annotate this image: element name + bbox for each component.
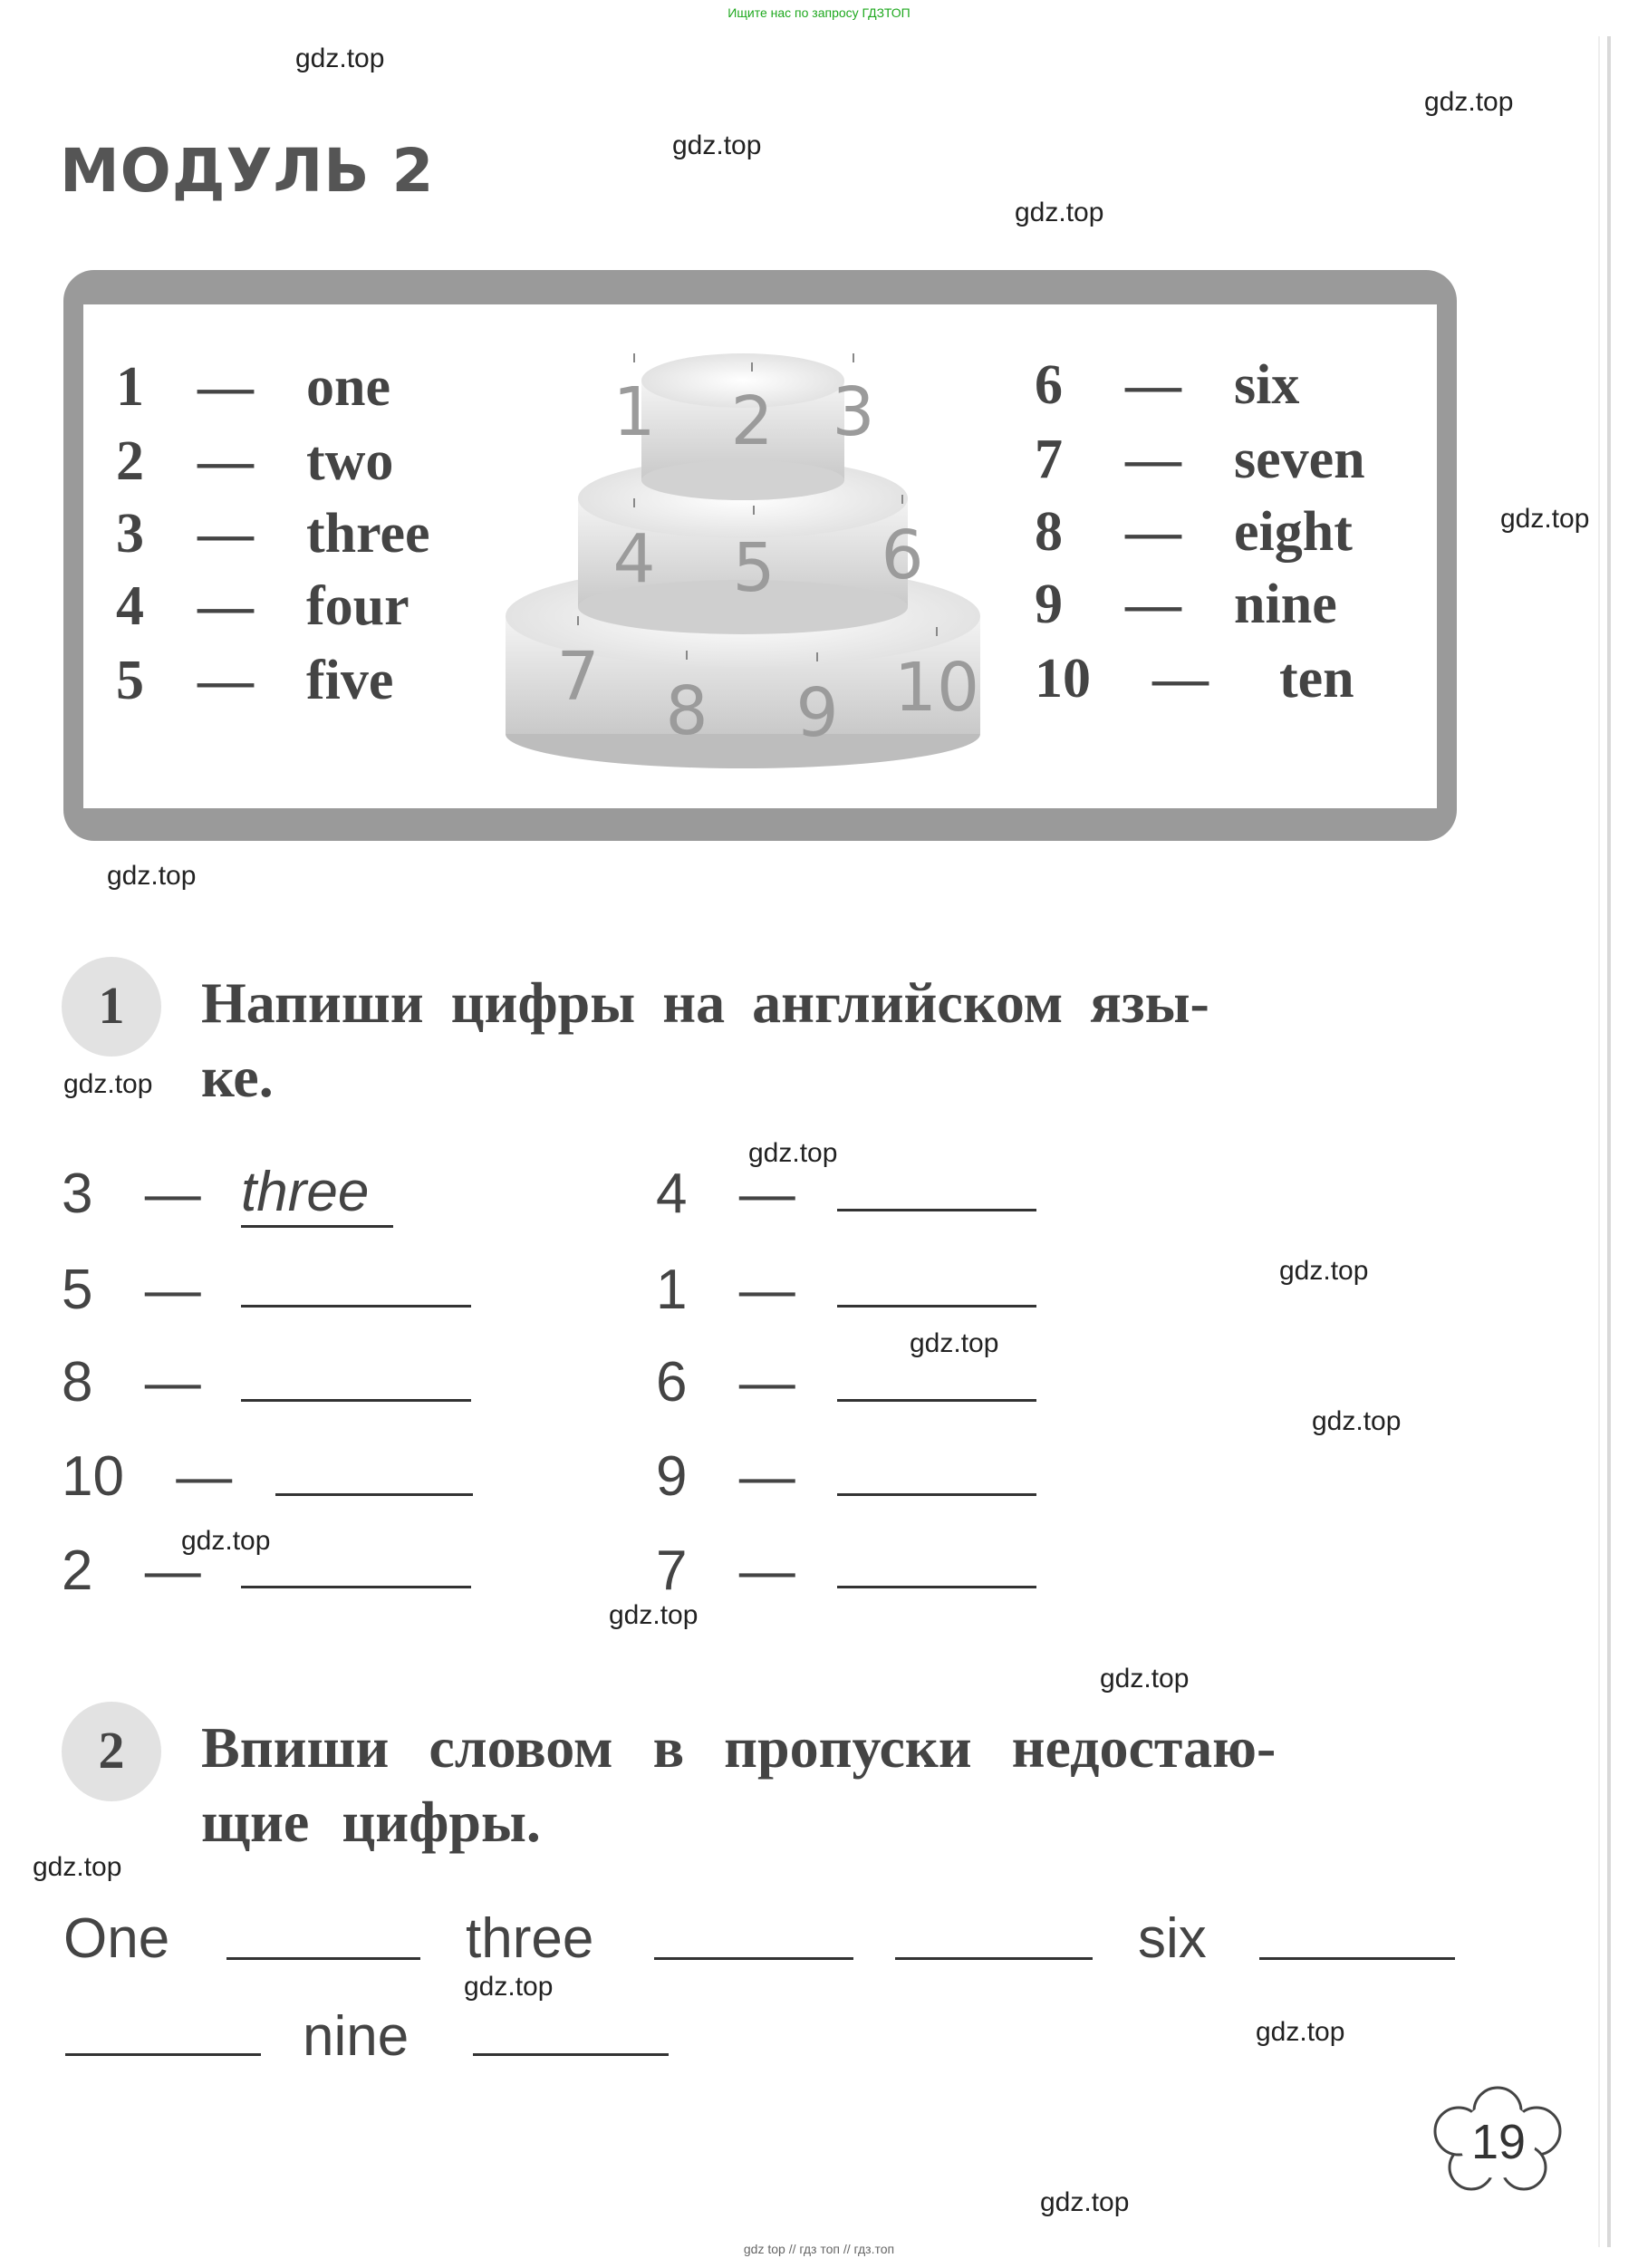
exercise-item <box>62 1350 201 1414</box>
watermark: gdz.top <box>1100 1664 1190 1694</box>
cake-number: 5 <box>732 529 776 607</box>
number-row <box>1035 647 1354 711</box>
watermark: gdz.top <box>1279 1256 1369 1286</box>
number-digit: 7 <box>1035 429 1063 490</box>
dash: — <box>198 503 254 565</box>
answer-blank[interactable] <box>837 1305 1036 1308</box>
dash: — <box>198 356 254 418</box>
number-row <box>116 429 393 494</box>
item-number: 1 <box>656 1259 688 1321</box>
watermark: gdz.top <box>181 1526 271 1556</box>
sequence-word: One <box>63 1907 170 1970</box>
exercise-item <box>656 1539 795 1603</box>
number-word: three <box>306 503 430 565</box>
number-word: one <box>306 356 390 418</box>
exercise-item <box>62 1539 201 1603</box>
cake-number: 1 <box>612 373 656 451</box>
number-word: two <box>306 430 394 492</box>
item-number: 7 <box>656 1539 688 1602</box>
module-title: МОДУЛЬ 2 <box>60 136 435 206</box>
watermark: gdz.top <box>910 1328 999 1358</box>
cake-number: 6 <box>881 516 924 594</box>
dash: — <box>144 1163 201 1225</box>
dash: — <box>738 1445 795 1508</box>
number-word: six <box>1234 354 1300 416</box>
instruction-line: ке. <box>201 1045 274 1109</box>
instruction-line: Напиши цифры на английском язы- <box>201 970 1209 1035</box>
number-row <box>116 502 430 566</box>
dash: — <box>1152 648 1209 709</box>
number-digit: 1 <box>116 356 144 418</box>
example-answer-underline <box>241 1225 393 1228</box>
item-number: 10 <box>62 1445 124 1508</box>
watermark: gdz.top <box>1040 2187 1130 2217</box>
number-row <box>116 355 390 420</box>
dash: — <box>198 575 254 637</box>
number-digit: 9 <box>1035 574 1063 635</box>
number-digit: 5 <box>116 650 144 711</box>
watermark: gdz.top <box>33 1852 122 1882</box>
dash: — <box>1125 501 1181 563</box>
item-number: 6 <box>656 1351 688 1414</box>
number-digit: 6 <box>1035 354 1063 416</box>
number-digit: 4 <box>116 575 144 637</box>
dash: — <box>1125 354 1181 416</box>
instruction-line: щие цифры. <box>201 1790 541 1854</box>
item-number: 2 <box>62 1539 93 1602</box>
answer-blank[interactable] <box>837 1399 1036 1402</box>
answer-blank[interactable] <box>241 1305 471 1308</box>
watermark: gdz.top <box>748 1138 838 1168</box>
dash: — <box>1125 429 1181 490</box>
page-edge <box>1607 36 1611 2247</box>
exercise-number: 2 <box>98 1721 125 1780</box>
number-row <box>1035 428 1365 492</box>
exercise-instruction <box>201 966 1209 1115</box>
exercise-item <box>656 1258 795 1322</box>
answer-blank[interactable] <box>473 2053 669 2056</box>
number-digit: 3 <box>116 503 144 565</box>
exercise-item <box>656 1350 795 1414</box>
watermark: gdz.top <box>609 1600 699 1630</box>
dash: — <box>1125 574 1181 635</box>
number-digit: 8 <box>1035 501 1063 563</box>
answer-blank[interactable] <box>226 1957 420 1960</box>
exercise-item <box>656 1444 795 1509</box>
item-number: 9 <box>656 1445 688 1508</box>
answer-blank[interactable] <box>241 1399 471 1402</box>
dash: — <box>198 430 254 492</box>
top-notice[interactable]: Ищите нас по запросу ГДЗТОП <box>727 5 911 20</box>
number-word: five <box>306 650 394 711</box>
exercise-number: 1 <box>98 976 125 1035</box>
dash: — <box>144 1259 201 1321</box>
answer-blank[interactable] <box>241 1586 471 1588</box>
exercise-instruction <box>201 1711 1276 1859</box>
dash: — <box>738 1163 795 1225</box>
page-number: 19 <box>1470 2115 1527 2169</box>
number-row <box>116 649 393 713</box>
instruction-line: Впиши словом в пропуски недостаю- <box>201 1715 1277 1780</box>
dash: — <box>144 1539 201 1602</box>
number-digit: 2 <box>116 430 144 492</box>
answer-blank[interactable] <box>65 2053 261 2056</box>
watermark: gdz.top <box>1424 87 1514 117</box>
dash: — <box>738 1351 795 1414</box>
cake-number: 7 <box>556 638 600 716</box>
birthday-cake-illustration <box>498 344 988 770</box>
number-word: four <box>306 575 410 637</box>
item-number: 5 <box>62 1259 93 1321</box>
number-word: eight <box>1234 501 1353 563</box>
answer-blank[interactable] <box>1259 1957 1455 1960</box>
number-row <box>116 574 410 639</box>
watermark: gdz.top <box>1256 2017 1345 2047</box>
cake-number: 10 <box>893 649 980 727</box>
number-word: seven <box>1234 429 1365 490</box>
exercise-item <box>62 1258 201 1322</box>
cake-number: 8 <box>665 672 708 750</box>
number-row <box>1035 573 1337 637</box>
watermark: gdz.top <box>107 861 197 891</box>
item-number: 4 <box>656 1163 688 1225</box>
answer-blank[interactable] <box>654 1957 853 1960</box>
page-edge-inner <box>1598 36 1600 2247</box>
cake-number: 2 <box>730 382 774 460</box>
dash: — <box>144 1351 201 1414</box>
watermark: gdz.top <box>295 43 385 73</box>
bottom-notice: gdz top // гдз топ // гдз.топ <box>743 2242 895 2256</box>
dash: — <box>198 650 254 711</box>
answer-blank[interactable] <box>837 1493 1036 1496</box>
answer-blank[interactable] <box>895 1957 1093 1960</box>
watermark: gdz.top <box>63 1069 153 1099</box>
exercise-item <box>656 1162 795 1226</box>
sequence-word: six <box>1138 1907 1207 1970</box>
dash: — <box>738 1259 795 1321</box>
item-number: 8 <box>62 1351 93 1414</box>
sequence-word: nine <box>303 2005 410 2068</box>
watermark: gdz.top <box>1500 504 1590 534</box>
number-row <box>1035 500 1353 565</box>
sequence-word: three <box>466 1907 594 1970</box>
watermark: gdz.top <box>1015 198 1104 227</box>
page-number-flower <box>1430 2084 1566 2193</box>
watermark: gdz.top <box>464 1972 554 2002</box>
watermark: gdz.top <box>1312 1406 1402 1436</box>
dash: — <box>738 1539 795 1602</box>
answer-blank[interactable] <box>275 1493 473 1496</box>
exercise-item <box>62 1162 201 1226</box>
item-number: 3 <box>62 1163 93 1225</box>
cake-number: 9 <box>795 674 839 752</box>
number-word: nine <box>1234 574 1337 635</box>
watermark: gdz.top <box>672 130 762 160</box>
answer-blank[interactable] <box>837 1209 1036 1211</box>
dash: — <box>176 1445 233 1508</box>
cake-number: 3 <box>832 373 875 451</box>
number-digit: 10 <box>1035 648 1091 709</box>
cake-number: 4 <box>612 520 656 598</box>
example-answer: three <box>241 1161 370 1223</box>
exercise-item <box>62 1444 232 1509</box>
answer-blank[interactable] <box>837 1586 1036 1588</box>
number-word: ten <box>1279 648 1354 709</box>
number-row <box>1035 353 1299 418</box>
